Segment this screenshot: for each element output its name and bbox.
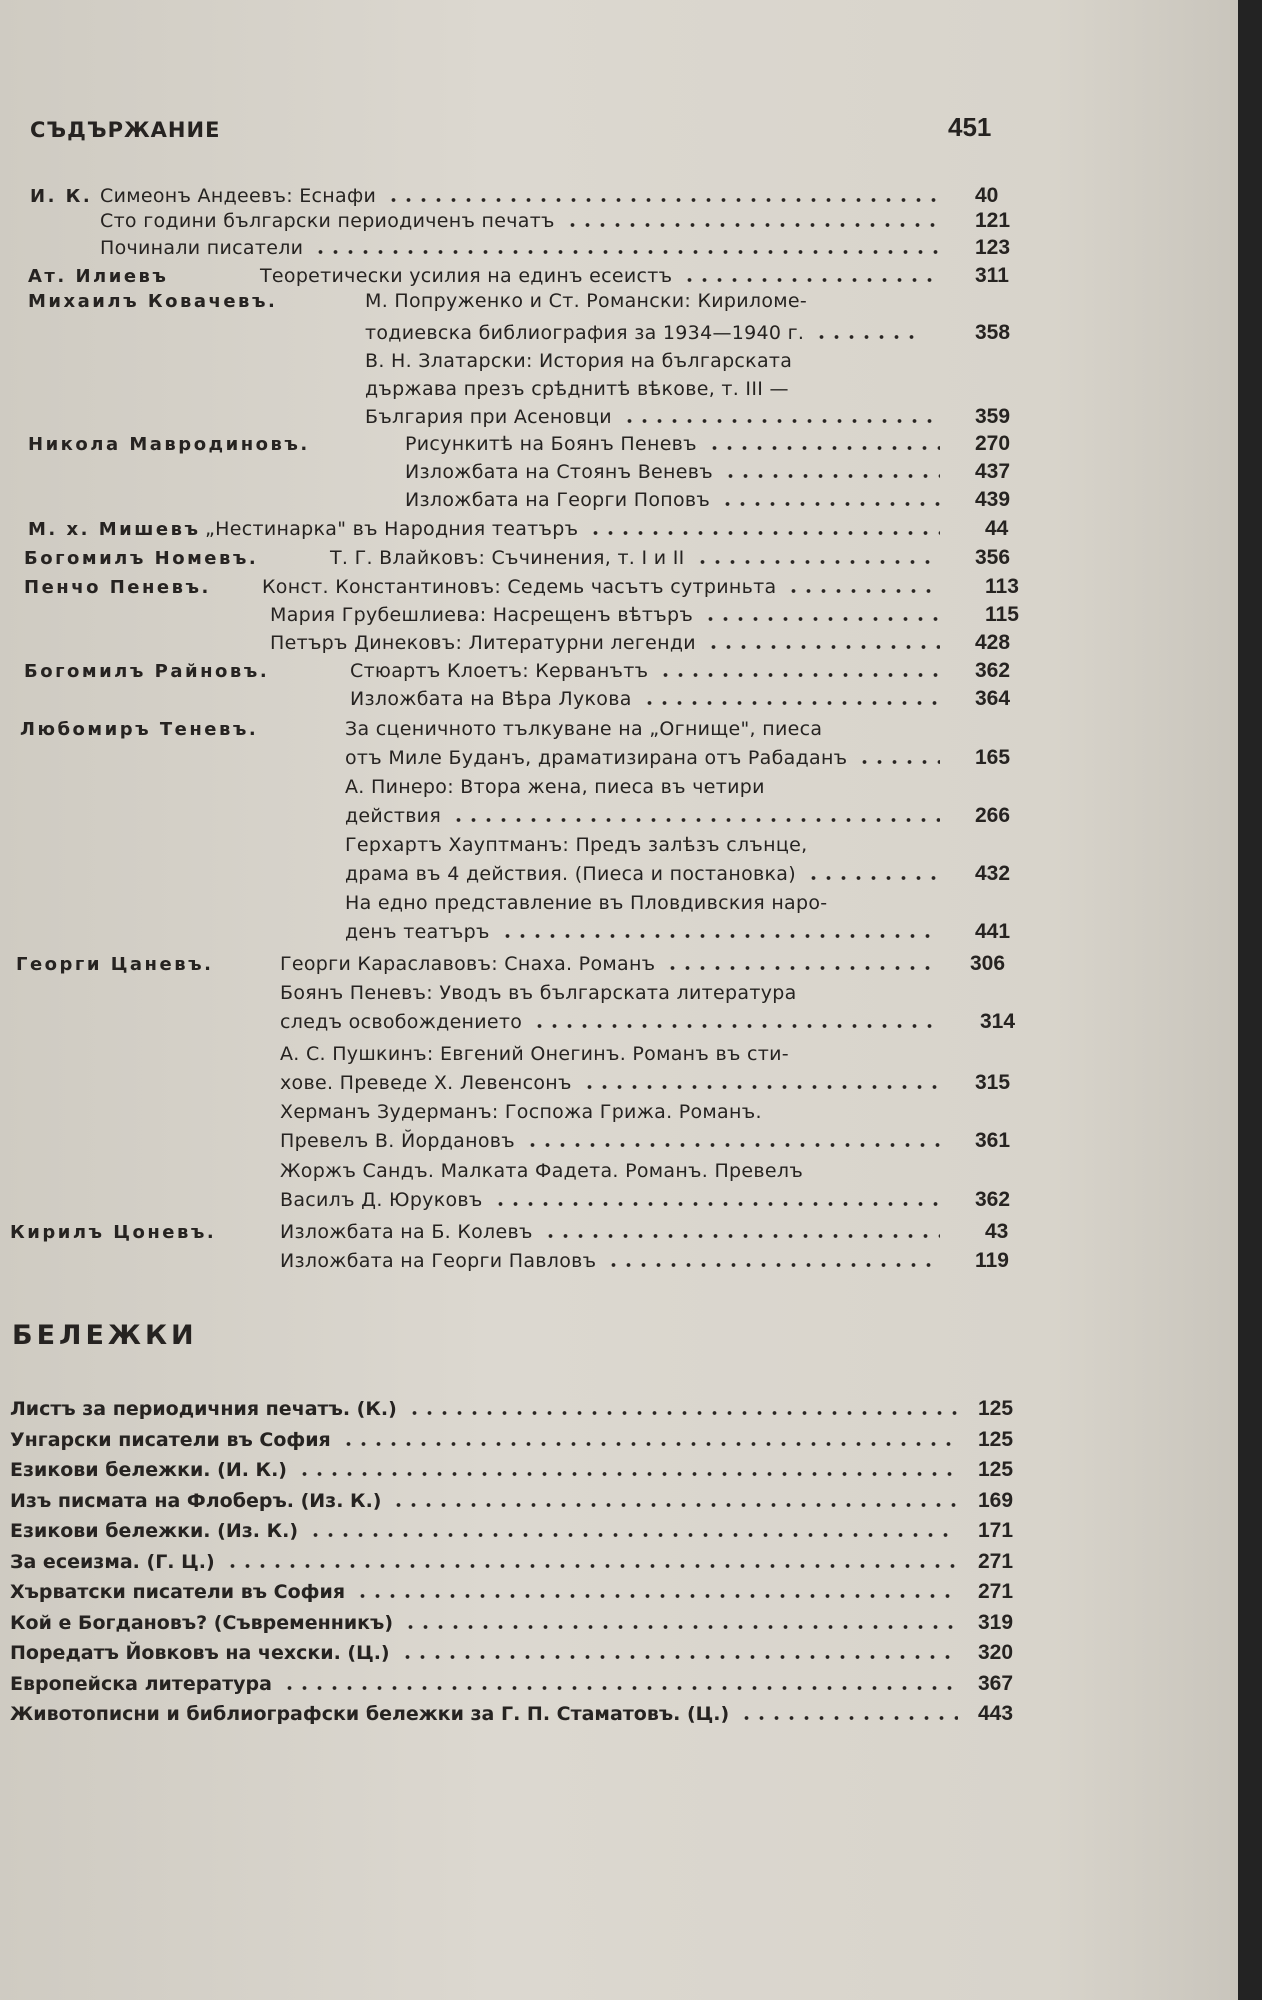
toc-author: Кирилъ Цоневъ. <box>10 1222 217 1243</box>
toc-page-number: 362 <box>975 659 1011 682</box>
toc-page-number: 119 <box>975 1249 1009 1272</box>
note-page-number: 169 <box>978 1489 1014 1512</box>
toc-entry-text: Изложбата на Вѣра Лукова <box>350 688 632 710</box>
toc-entry-text: Стюартъ Клоетъ: Керванътъ <box>350 660 649 682</box>
toc-entry-text: Боянъ Пеневъ: Уводъ въ българската литература <box>280 982 797 1004</box>
toc-page-number: 315 <box>975 1071 1011 1094</box>
toc-entry-text: тодиевска библиография за 1934—1940 г. <box>365 322 805 344</box>
dot-leader <box>532 1022 940 1030</box>
dot-leader <box>282 1684 958 1692</box>
note-entry-text: Езикови бележки. (И. К.) <box>10 1459 287 1481</box>
dot-leader <box>403 1623 958 1631</box>
toc-page-number: 121 <box>975 209 1011 232</box>
toc-author: Богомилъ Райновъ. <box>24 661 270 682</box>
dot-leader <box>407 1409 958 1417</box>
toc-page-number: 358 <box>975 321 1011 344</box>
toc-entry-text: хове. Преведе Х. Левенсонъ <box>280 1072 572 1094</box>
toc-author: Ат. Илиевъ <box>28 266 169 287</box>
toc-author: Пенчо Пеневъ. <box>24 577 211 598</box>
toc-entry-text: Герхартъ Хауптманъ: Предъ залѣзъ слънце, <box>345 834 808 856</box>
page-edge-shadow <box>1238 0 1262 2000</box>
note-entry-text: Листъ за периодичния печатъ. (К.) <box>10 1398 397 1420</box>
dot-leader <box>543 1232 940 1240</box>
toc-entry-text: денъ театъръ <box>345 921 490 943</box>
dot-leader <box>391 1501 958 1509</box>
toc-entry-text: Петъръ Динековъ: Литературни легенди <box>270 632 696 654</box>
dot-leader <box>588 529 940 537</box>
dot-leader <box>355 1592 958 1600</box>
dot-leader <box>682 276 940 284</box>
toc-author: Георги Цаневъ. <box>16 954 214 975</box>
dot-leader <box>225 1562 958 1570</box>
dot-leader <box>703 615 940 623</box>
toc-entry-text: Херманъ Зудерманъ: Госпожа Грижа. Романъ. <box>280 1101 762 1123</box>
toc-page-number: 364 <box>975 687 1011 710</box>
dot-leader <box>493 1200 940 1208</box>
dot-leader <box>720 500 940 508</box>
dot-leader <box>400 1653 958 1661</box>
dot-leader <box>386 196 940 204</box>
toc-entry-text: Симеонъ Андеевъ: Еснафи <box>100 185 377 207</box>
toc-page-number: 362 <box>975 1188 1011 1211</box>
toc-page-number: 311 <box>975 264 1009 287</box>
toc-entry-text: Конст. Константиновъ: Седемь часътъ сутриньта <box>262 576 777 598</box>
dot-leader <box>582 1083 940 1091</box>
toc-entry-text: Починали писатели <box>100 237 304 259</box>
dot-leader <box>308 1531 958 1539</box>
toc-entry-text: Сто години български периодиченъ печатъ <box>100 210 555 232</box>
dot-leader <box>313 248 940 256</box>
dot-leader <box>658 671 940 679</box>
notes-section-title: БЕЛЕЖКИ <box>12 1320 198 1351</box>
dot-leader <box>500 932 940 940</box>
toc-entry-text: Изложбата на Стоянъ Веневъ <box>405 461 713 483</box>
toc-author: Любомиръ Теневъ. <box>20 719 259 740</box>
toc-author: И. К. <box>30 186 93 207</box>
toc-entry-text: А. Пинеро: Втора жена, пиеса въ четири <box>345 776 765 798</box>
toc-page-number: 113 <box>985 575 1019 598</box>
toc-page-number: 115 <box>985 603 1019 626</box>
toc-author: Богомилъ Номевъ. <box>24 548 259 569</box>
note-page-number: 443 <box>978 1702 1014 1725</box>
toc-page-number: 356 <box>975 546 1011 569</box>
toc-author: Никола Мавродиновъ. <box>28 434 310 455</box>
toc-entry-text: В. Н. Златарски: История на българската <box>365 350 793 372</box>
note-entry-text: Хърватски писатели въ София <box>10 1581 346 1603</box>
toc-page-number: 314 <box>980 1010 1016 1033</box>
dot-leader <box>297 1470 958 1478</box>
note-entry-text: Животописни и библиографски бележки за Г. П. Стаматовъ. (Ц.) <box>10 1703 730 1725</box>
dot-leader <box>786 587 940 595</box>
toc-page-number: 306 <box>970 952 1006 975</box>
note-page-number: 320 <box>978 1641 1014 1664</box>
toc-entry-text: Изложбата на Б. Колевъ <box>280 1221 533 1243</box>
note-page-number: 125 <box>978 1428 1014 1451</box>
toc-entry-text: Изложбата на Георги Павловъ <box>280 1250 597 1272</box>
toc-entry-text: държава презъ срѣднитѣ вѣкове, т. III — <box>365 378 789 400</box>
toc-page-number: 439 <box>975 488 1011 511</box>
toc-page-number: 165 <box>975 746 1011 769</box>
dot-leader <box>695 558 940 566</box>
toc-entry-text: На едно представление въ Пловдивския наро- <box>345 892 828 914</box>
toc-entry-text: Превелъ В. Йордановъ <box>280 1130 515 1152</box>
toc-entry-text: Т. Г. Влайковъ: Съчинения, т. I и II <box>330 547 685 569</box>
toc-page-number: 428 <box>975 631 1011 654</box>
note-page-number: 125 <box>978 1458 1014 1481</box>
note-page-number: 125 <box>978 1397 1014 1420</box>
toc-page-number: 266 <box>975 804 1011 827</box>
dot-leader <box>606 1261 940 1269</box>
note-entry-text: Европейска литература <box>10 1673 272 1695</box>
note-entry-text: Кой е Богдановъ? (Съвременникъ) <box>10 1612 394 1634</box>
note-entry-text: Поредатъ Йовковъ на чехски. (Ц.) <box>10 1642 390 1664</box>
note-entry-text: Унгарски писатели въ София <box>10 1429 331 1451</box>
toc-entry-text: Георги Караславовъ: Снаха. Романъ <box>280 953 656 975</box>
toc-entry-text: отъ Миле Буданъ, драматизирана отъ Рабаданъ <box>345 747 848 769</box>
toc-entry-text: А. С. Пушкинъ: Евгений Онегинъ. Романъ въ сти- <box>280 1043 789 1065</box>
toc-entry-text: Теоретически усилия на единъ есеистъ <box>260 265 673 287</box>
toc-entry-text: Изложбата на Георги Поповъ <box>405 489 711 511</box>
toc-page-number: 361 <box>975 1129 1011 1152</box>
dot-leader <box>665 964 940 972</box>
page-number: 451 <box>948 112 992 142</box>
dot-leader <box>706 643 940 651</box>
toc-page-number: 441 <box>975 920 1011 943</box>
running-head: СЪДЪРЖАНИЕ <box>30 118 221 142</box>
dot-leader <box>739 1714 958 1722</box>
toc-page-number: 270 <box>975 432 1011 455</box>
dot-leader <box>814 333 920 341</box>
toc-entry-text: „Нестинарка" въ Народния театъръ <box>205 518 579 540</box>
dot-leader <box>451 816 940 824</box>
note-entry-text: За есеизма. (Г. Ц.) <box>10 1551 215 1573</box>
note-entry-text: Изъ писмата на Флоберъ. (Из. К.) <box>10 1490 382 1512</box>
dot-leader <box>642 699 940 707</box>
note-page-number: 271 <box>978 1580 1014 1603</box>
note-page-number: 271 <box>978 1550 1014 1573</box>
note-page-number: 367 <box>978 1672 1014 1695</box>
dot-leader <box>525 1141 940 1149</box>
toc-entry-text: За сценичното тълкуване на „Огнище", пиеса <box>345 718 823 740</box>
note-entry-text: Езикови бележки. (Из. К.) <box>10 1520 299 1542</box>
toc-page-number: 40 <box>975 184 999 207</box>
toc-entry-text: Василъ Д. Юруковъ <box>280 1189 483 1211</box>
toc-entry-text: драма въ 4 действия. (Пиеса и постановка) <box>345 863 796 885</box>
dot-leader <box>622 417 940 425</box>
toc-page-number: 437 <box>975 460 1011 483</box>
toc-entry-text: България при Асеновци <box>365 406 612 428</box>
toc-page-number: 44 <box>985 517 1009 540</box>
toc-page-number: 123 <box>975 236 1011 259</box>
toc-entry-text: следъ освобождението <box>280 1011 523 1033</box>
toc-entry-text: М. Попруженко и Ст. Романски: Кириломе- <box>365 290 808 312</box>
toc-author: Михаилъ Ковачевъ. <box>28 291 278 312</box>
dot-leader <box>707 444 940 452</box>
toc-entry-text: Жоржъ Сандъ. Малката Фадета. Романъ. Превелъ <box>280 1160 804 1182</box>
dot-leader <box>723 472 940 480</box>
dot-leader <box>806 874 940 882</box>
toc-entry-text: действия <box>345 805 442 827</box>
toc-page-number: 432 <box>975 862 1011 885</box>
dot-leader <box>857 758 940 766</box>
toc-page-number: 359 <box>975 405 1011 428</box>
toc-author: М. х. Мишевъ <box>28 519 201 540</box>
dot-leader <box>341 1440 958 1448</box>
note-page-number: 171 <box>978 1519 1014 1542</box>
toc-entry-text: Рисункитѣ на Боянъ Пеневъ <box>405 433 697 455</box>
toc-entry-text: Мария Грубешлиева: Насрещенъ вѣтъръ <box>270 604 694 626</box>
toc-page-number: 43 <box>985 1220 1009 1243</box>
note-page-number: 319 <box>978 1611 1014 1634</box>
dot-leader <box>565 221 940 229</box>
